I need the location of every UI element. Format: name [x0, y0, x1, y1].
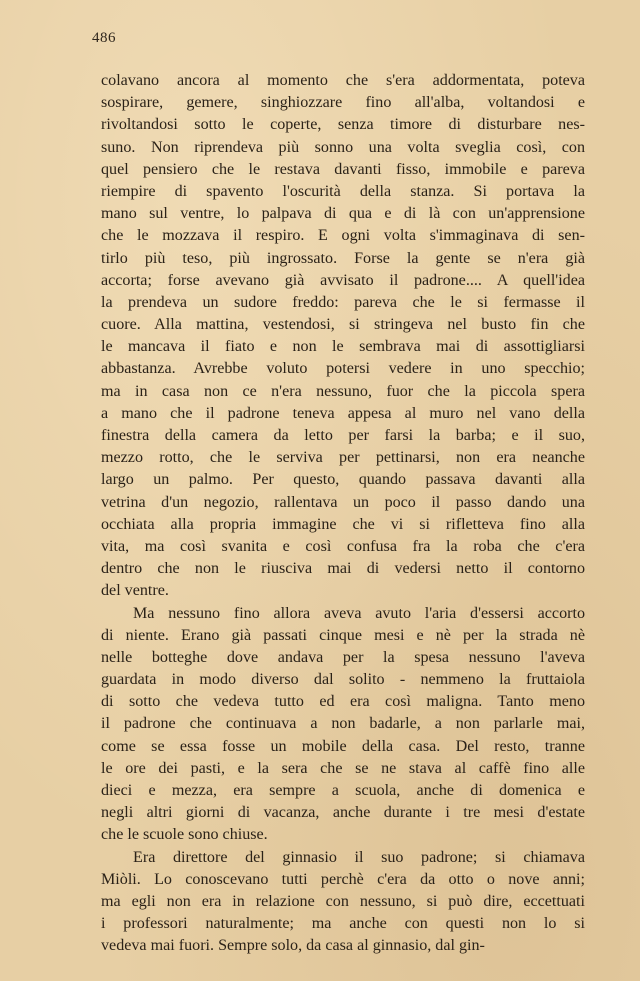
- text-line: Ma nessuno fino allora aveva avuto l'aria d'essersi accorto: [133, 604, 585, 622]
- text-line: a mano che il padrone teneva appesa al muro nel vano della: [101, 404, 585, 422]
- body-text: [101, 70, 585, 958]
- paragraph: [101, 603, 585, 847]
- text-line: cuore. Alla mattina, vestendosi, si stringeva nel busto fin che: [101, 316, 585, 334]
- text-line: Era direttore del ginnasio il suo padrone; si chiamava: [133, 848, 585, 866]
- text-line: occhiata alla propria immagine che vi si rifletteva fino alla: [101, 515, 585, 533]
- text-line: il padrone che continuava a non badarle, a non parlarle mai,: [101, 715, 585, 733]
- text-line: che le mozzava il respiro. E ogni volta s'immaginava di sen-: [101, 227, 585, 245]
- text-line: nelle botteghe dove andava per la spesa nessuno l'aveva: [101, 648, 585, 666]
- paragraph: [101, 70, 585, 603]
- text-line: abbastanza. Avrebbe voluto potersi vedere in uno specchio;: [101, 360, 585, 378]
- text-line: accorta; forse avevano già avvisato il padrone.... A quell'idea: [101, 271, 585, 289]
- text-line: di niente. Erano già passati cinque mesi e nè per la strada nè: [101, 626, 585, 644]
- text-line: la prendeva un sudore freddo: pareva che le si fermasse il: [101, 293, 585, 311]
- text-line: di sotto che vedeva tutto ed era così maligna. Tanto meno: [101, 693, 585, 711]
- text-line: sospirare, gemere, singhiozzare fino all'alba, voltandosi e: [101, 94, 585, 112]
- text-line: suno. Non riprendeva più sonno una volta sveglia così, con: [101, 138, 585, 156]
- text-line: rivoltandosi sotto le coperte, senza timore di disturbare nes-: [101, 116, 585, 134]
- text-line: come se essa fosse un mobile della casa. Del resto, tranne: [101, 737, 585, 755]
- text-line: dentro che non le riusciva mai di vedersi netto il contorno: [101, 560, 585, 578]
- page-number: 486: [92, 30, 116, 46]
- text-line: finestra della camera da letto per farsi la barba; e il suo,: [101, 427, 585, 444]
- text-line: che le scuole sono chiuse.: [101, 826, 268, 844]
- text-line: vetrina d'un negozio, rallentava un poco il passo dando una: [101, 493, 585, 511]
- text-line: le mancava il fiato e non le sembrava mai di assottigliarsi: [101, 338, 585, 356]
- text-line: dieci e mezza, era sempre a scuola, anche di domenica e: [101, 782, 585, 799]
- text-line: colavano ancora al momento che s'era addormentata, poteva: [101, 72, 585, 89]
- text-line: vedeva mai fuori. Sempre solo, da casa al ginnasio, dal gin-: [101, 937, 485, 955]
- text-line: negli altri giorni di vacanza, anche durante i tre mesi d'estate: [101, 804, 585, 822]
- text-line: vita, ma così svanita e così confusa fra la roba che c'era: [101, 537, 585, 555]
- text-line: largo un palmo. Per questo, quando passava davanti alla: [101, 471, 585, 489]
- text-line: ma egli non era in relazione con nessuno, si può dire, eccettuati: [101, 892, 585, 910]
- paragraph: [101, 847, 585, 958]
- text-line: guardata in modo diverso dal solito - nemmeno la fruttaiola: [101, 671, 585, 689]
- text-line: mezzo rotto, che le serviva per pettinarsi, non era neanche: [101, 449, 585, 467]
- text-line: riempire di spavento l'oscurità della stanza. Si portava la: [101, 182, 585, 200]
- text-line: i professori naturalmente; ma anche con questi non lo si: [101, 915, 585, 933]
- text-line: le ore dei pasti, e la sera che se ne stava al caffè fino alle: [101, 759, 585, 777]
- text-line: quel pensiero che le restava davanti fisso, immobile e pareva: [101, 160, 585, 178]
- text-line: del ventre.: [101, 582, 169, 600]
- text-line: mano sul ventre, lo palpava di qua e di là con un'apprensione: [101, 205, 585, 223]
- text-line: Miòli. Lo conoscevano tutti perchè c'era da otto o nove anni;: [101, 870, 585, 888]
- text-line: ma in casa non ce n'era nessuno, fuor che la piccola spera: [101, 382, 585, 400]
- text-line: tirlo più teso, più ingrossato. Forse la gente se n'era già: [101, 249, 585, 267]
